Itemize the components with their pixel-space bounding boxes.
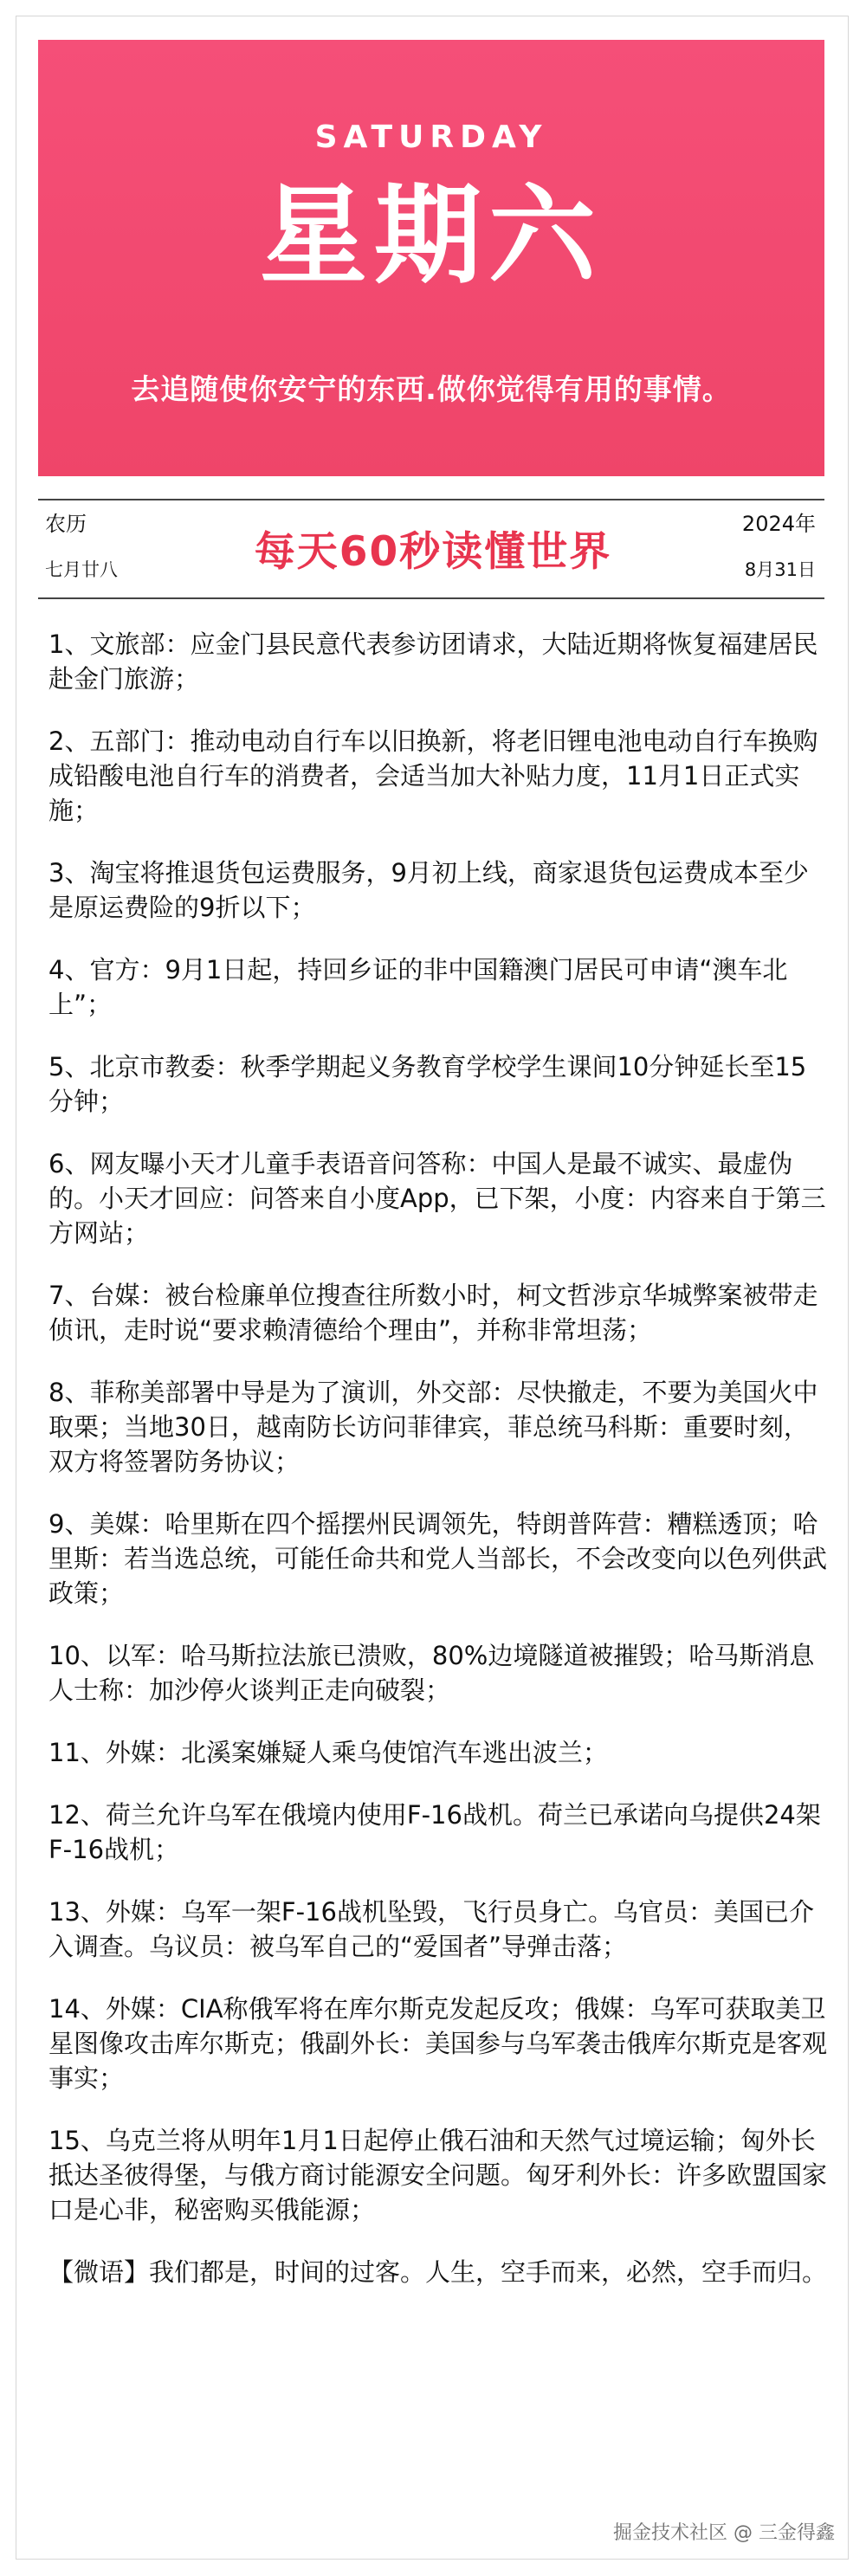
news-item: 1、文旅部：应金门县民意代表参访团请求，大陆近期将恢复福建居民赴金门旅游； <box>48 629 818 694</box>
news-item: 13、外媒：乌军一架F-16战机坠毁，飞行员身亡。乌官员：美国已介入调查。乌议员：被乌军自己的“爱国者”导弹击落； <box>48 1897 814 1961</box>
news-item: 4、官方：9月1日起，持回乡证的非中国籍澳门居民可申请“澳车北上”； <box>48 955 788 1019</box>
news-item: 10、以军：哈马斯拉法旅已溃败，80%边境隧道被摧毁；哈马斯消息人士称：加沙停火谈判正走向破裂； <box>48 1641 815 1705</box>
year: 2024年 <box>741 512 816 536</box>
weekday-english: SATURDAY <box>314 119 548 155</box>
news-item: 8、菲称美部署中导是为了演训，外交部：尽快撤走，不要为美国火中取栗；当地30日，越南防长访问菲律宾，菲总统马科斯：重要时刻，双方将签署防务协议； <box>48 1378 818 1476</box>
divider-bottom <box>38 597 824 599</box>
watermark-footer: 掘金技术社区 @ 三金得鑫 <box>613 2522 835 2544</box>
news-item: 5、北京市教委：秋季学期起义务教育学校学生课间10分钟延长至15分钟； <box>48 1052 807 1116</box>
news-item: 7、台媒：被台检廉单位搜查往所数小时，柯文哲涉京华城弊案被带走侦讯，走时说“要求赖清德给个理由”，并称非常坦荡； <box>48 1281 818 1345</box>
daily-quote: 【微语】我们都是，时间的过客。人生，空手而来，必然，空手而归。 <box>48 2257 828 2287</box>
news-item: 2、五部门：推动电动自行车以旧换新，将老旧锂电池电动自行车换购成铅酸电池自行车的消费者，会适当加大补贴力度，11月1日正式实施； <box>48 726 818 825</box>
news-item: 14、外媒：CIA称俄军将在库尔斯克发起反攻；俄媒：乌军可获取美卫星图像攻击库尔斯克；俄副外长：美国参与乌军袭击俄库尔斯克是客观事实； <box>48 1994 828 2093</box>
news-list <box>48 627 828 2289</box>
news-item: 12、荷兰允许乌军在俄境内使用F-16战机。荷兰已承诺向乌提供24架F-16战机； <box>48 1800 821 1864</box>
news-item: 6、网友曝小天才儿童手表语音问答称：中国人是最不诚实、最虚伪的。小天才回应：问答来自小度App，已下架，小度：内容来自于第三方网站； <box>48 1149 826 1248</box>
weekday-banner <box>38 40 824 476</box>
news-item: 3、淘宝将推退货包运费服务，9月初上线，商家退货包运费成本至少是原运费险的9折以下； <box>48 858 809 922</box>
lunar-date: 七月廿八 <box>45 559 118 580</box>
weekday-chinese: 星期六 <box>259 174 603 299</box>
lunar-label: 农历 <box>45 512 87 536</box>
news-item: 15、乌克兰将从明年1月1日起停止俄石油和天然气过境运输；匈外长抵达圣彼得堡，与俄方商讨能源安全问题。匈牙利外长：许多欧盟国家口是心非，秘密购买俄能源； <box>48 2126 828 2224</box>
banner-motto: 去追随使你安宁的东西.做你觉得有用的事情。 <box>131 372 732 406</box>
news-item: 9、美媒：哈里斯在四个摇摆州民调领先，特朗普阵营：糟糕透顶；哈里斯：若当选总统，可能任命共和党人当部长，不会改变向以色列供武政策； <box>48 1509 828 1608</box>
divider-top <box>38 499 824 500</box>
month-day: 8月31日 <box>744 559 816 580</box>
headline: 每天60秒读懂世界 <box>254 528 612 576</box>
news-item: 11、外媒：北溪案嫌疑人乘乌使馆汽车逃出波兰； <box>48 1738 608 1767</box>
gregorian-date-block <box>742 507 816 582</box>
